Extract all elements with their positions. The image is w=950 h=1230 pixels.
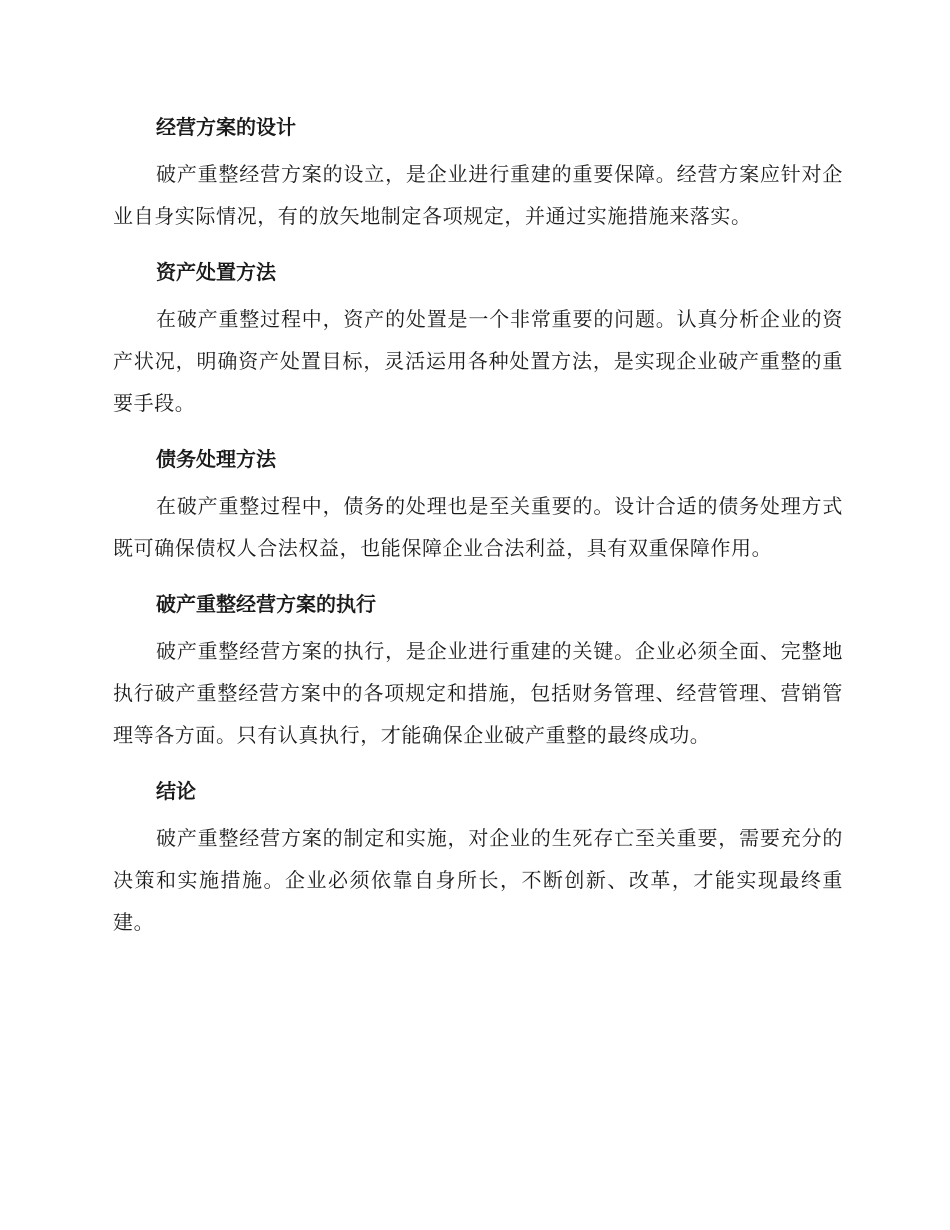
section-heading-design: 经营方案的设计 [156,115,296,139]
section-heading-debt-handling: 债务处理方法 [156,447,276,471]
document-content [113,106,843,957]
section-heading-execution: 破产重整经营方案的执行 [156,592,376,616]
section-body-conclusion: 破产重整经营方案的制定和实施，对企业的生死存亡至关重要，需要充分的决策和实施措施。企业必须依靠自身所长，不断创新、改革，才能实现最终重建。 [113,826,843,934]
section-body-debt-handling: 在破产重整过程中，债务的处理也是至关重要的。设计合适的债务处理方式既可确保债权人合法权益，也能保障企业合法利益，具有双重保障作用。 [113,494,843,560]
section-heading-conclusion: 结论 [156,779,196,803]
section-body-asset-disposal: 在破产重整过程中，资产的处置是一个非常重要的问题。认真分析企业的资产状况，明确资产处置目标，灵活运用各种处置方法，是实现企业破产重整的重要手段。 [113,307,843,415]
section-body-execution: 破产重整经营方案的执行，是企业进行重建的关键。企业必须全面、完整地执行破产重整经营方案中的各项规定和措施，包括财务管理、经营管理、营销管理等各方面。只有认真执行，才能确保企业破产重整的最终成功。 [113,639,843,747]
section-body-design: 破产重整经营方案的设立，是企业进行重建的重要保障。经营方案应针对企业自身实际情况，有的放矢地制定各项规定，并通过实施措施来落实。 [113,162,843,228]
section-heading-asset-disposal: 资产处置方法 [156,260,276,284]
